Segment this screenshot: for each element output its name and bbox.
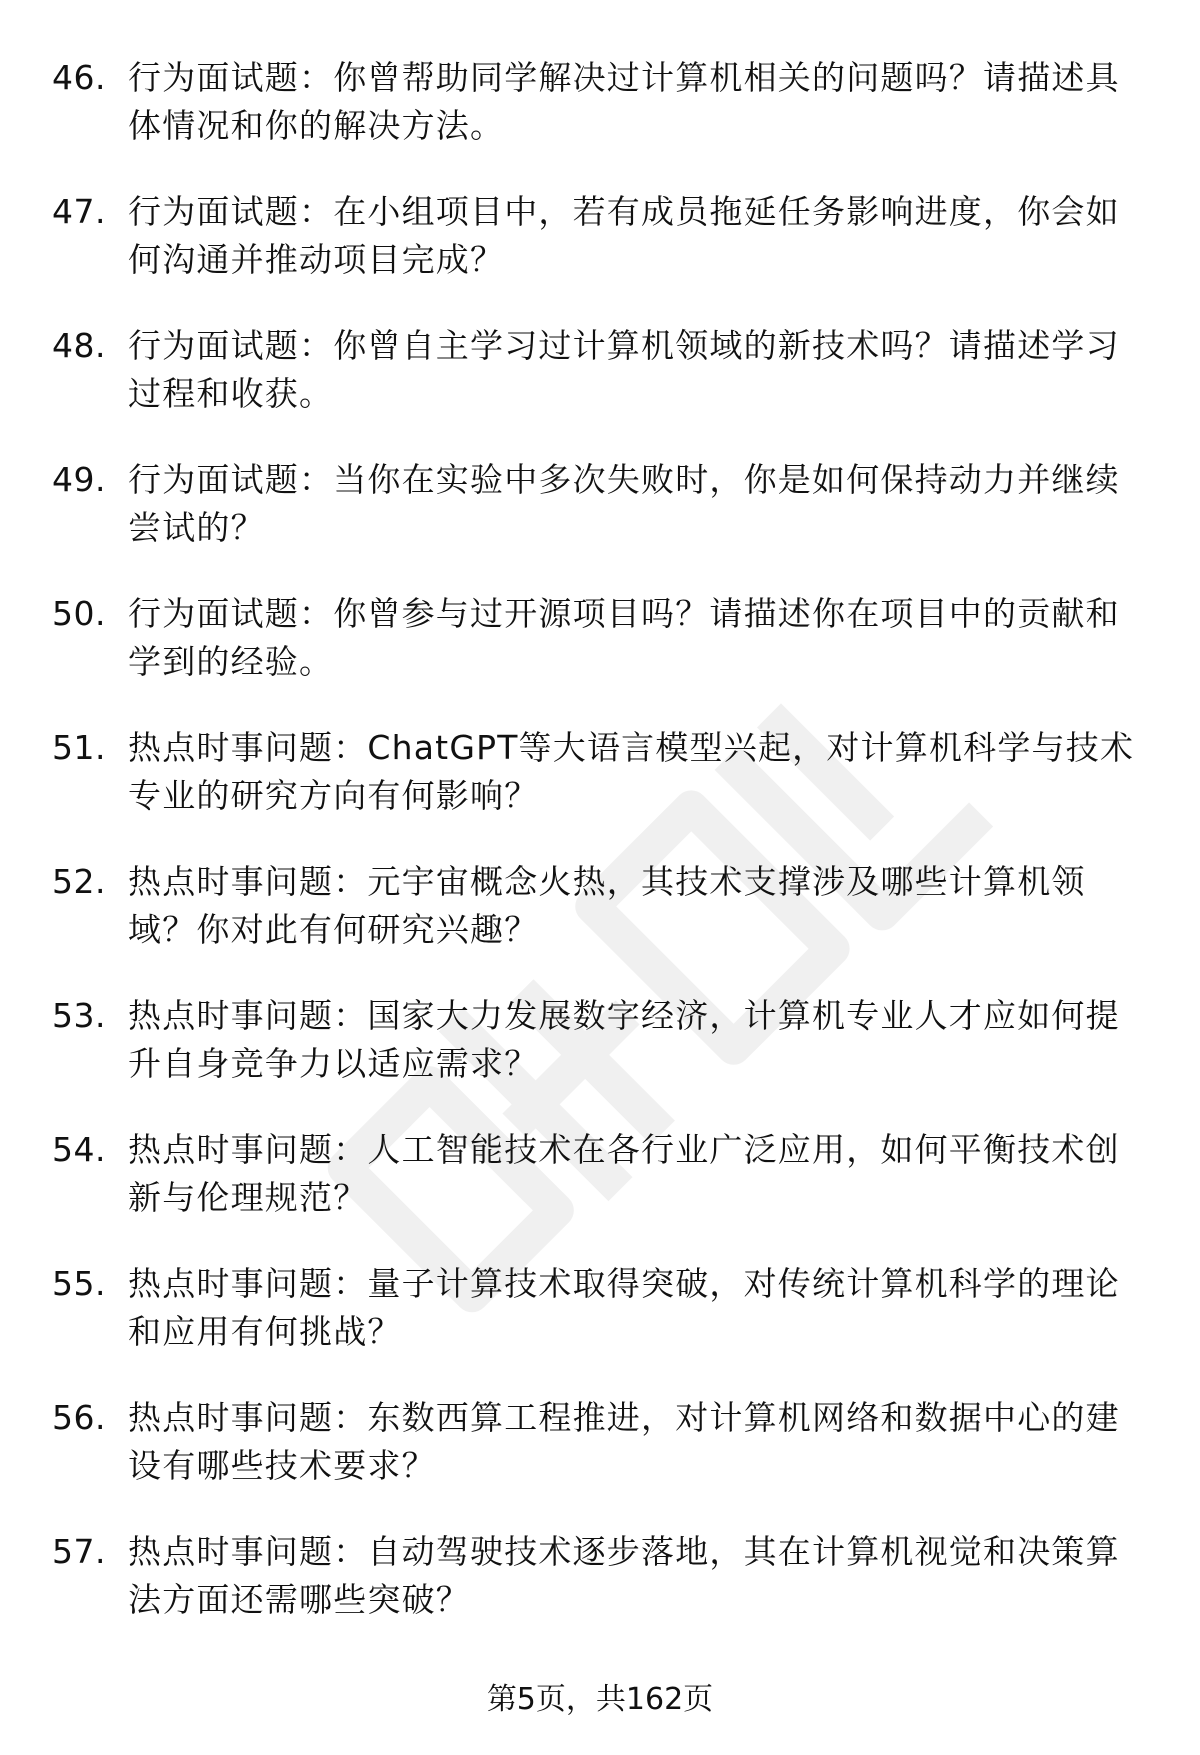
question-text: 行为面试题：你曾帮助同学解决过计算机相关的问题吗？请描述具体情况和你的解决方法。 [128, 58, 1120, 145]
question-number: 46. [52, 58, 106, 97]
question-text: 行为面试题：你曾参与过开源项目吗？请描述你在项目中的贡献和学到的经验。 [128, 594, 1120, 681]
question-text: 热点时事问题：元宇宙概念火热，其技术支撑涉及哪些计算机领域？你对此有何研究兴趣？ [128, 862, 1086, 949]
list-item [52, 54, 1152, 188]
list-item [52, 724, 1152, 858]
list-item [52, 590, 1152, 724]
question-number: 56. [52, 1398, 106, 1437]
list-item [52, 456, 1152, 590]
question-text: 热点时事问题：ChatGPT等大语言模型兴起，对计算机科学与技术专业的研究方向有何影响？ [128, 728, 1135, 815]
question-number: 52. [52, 862, 106, 901]
question-number: 48. [52, 326, 106, 365]
question-number: 53. [52, 996, 106, 1035]
list-item [52, 992, 1152, 1126]
question-number: 57. [52, 1532, 106, 1571]
question-text: 热点时事问题：国家大力发展数字经济，计算机专业人才应如何提升自身竞争力以适应需求？ [128, 996, 1120, 1083]
list-item [52, 1126, 1152, 1260]
question-number: 49. [52, 460, 106, 499]
list-item [52, 322, 1152, 456]
question-text: 热点时事问题：自动驾驶技术逐步落地，其在计算机视觉和决策算法方面还需哪些突破？ [128, 1532, 1120, 1619]
question-list [52, 54, 1152, 1662]
list-item [52, 1394, 1152, 1528]
question-text: 热点时事问题：量子计算技术取得突破，对传统计算机科学的理论和应用有何挑战？ [128, 1264, 1120, 1351]
question-text: 热点时事问题：人工智能技术在各行业广泛应用，如何平衡技术创新与伦理规范？ [128, 1130, 1120, 1217]
question-text: 行为面试题：你曾自主学习过计算机领域的新技术吗？请描述学习过程和收获。 [128, 326, 1120, 413]
question-text: 行为面试题：在小组项目中，若有成员拖延任务影响进度，你会如何沟通并推动项目完成？ [128, 192, 1120, 279]
question-text: 行为面试题：当你在实验中多次失败时，你是如何保持动力并继续尝试的？ [128, 460, 1120, 547]
question-number: 51. [52, 728, 106, 767]
question-number: 54. [52, 1130, 106, 1169]
list-item [52, 1528, 1152, 1662]
question-number: 50. [52, 594, 106, 633]
page-number: 第5页，共162页 [486, 1682, 714, 1717]
list-item [52, 1260, 1152, 1394]
question-number: 47. [52, 192, 106, 231]
list-item [52, 858, 1152, 992]
list-item [52, 188, 1152, 322]
question-number: 55. [52, 1264, 106, 1303]
question-text: 热点时事问题：东数西算工程推进，对计算机网络和数据中心的建设有哪些技术要求？ [128, 1398, 1120, 1485]
